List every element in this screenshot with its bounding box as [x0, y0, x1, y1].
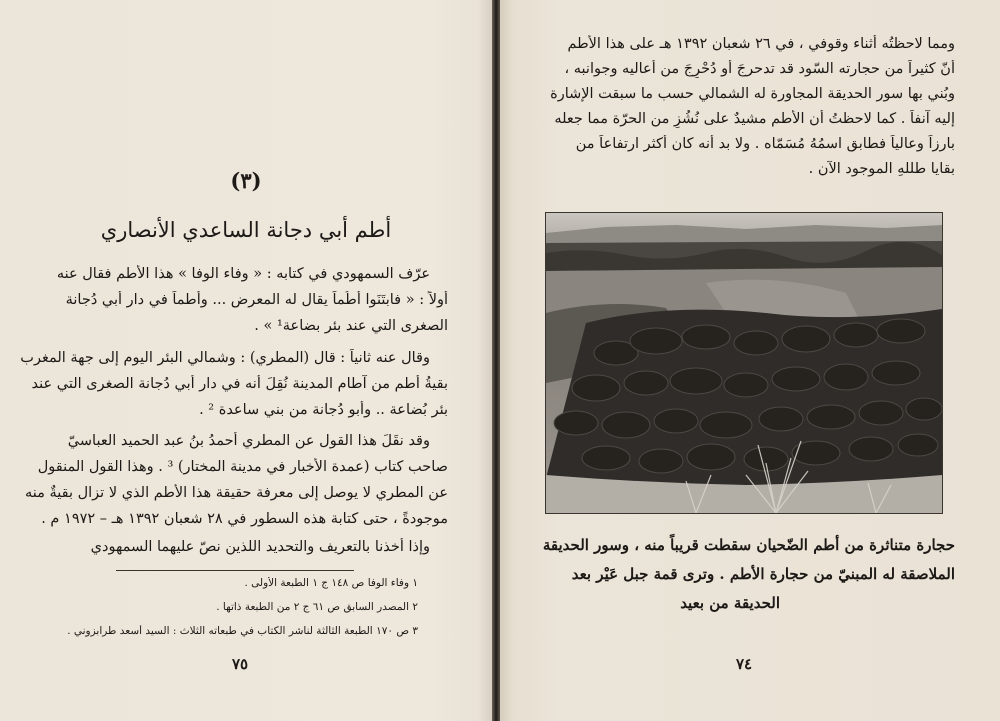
body-line: أولاً : « فابتَنَوا أُطُماً يقال له المعرض ... وأطماً في دار أبي دُجانة [65, 292, 448, 308]
body-line: بقيةُ أطم من آطام المدينة نُقِلَ أنه في دار أبي دُجانة الصغرى التي عند [31, 376, 448, 392]
body-line: صاحب كتاب (عمدة الأخبار في مدينة المختار) ³ . وهذا القول المنقول [37, 459, 448, 475]
photo-caption-line: الملاصقة له المبنيّ من حجارة الأطم . وترى قمة جبل عَيْر بعد [571, 565, 955, 583]
photo-caption-line: الحديقة من بعيد [680, 594, 780, 612]
body-line: ومما لاحظتُه أثناء وقوفي ، في ٢٦ شعبان ١٣٩٢ هـ على هذا الأطم [567, 36, 955, 52]
footnote: ٢ المصدر السابق ص ٦١ ج ٢ من الطبعة ذاتها . [216, 601, 418, 613]
body-line: الصغرى التي عند بئر بضاعة¹ » . [254, 318, 448, 334]
body-line: موجودةً ، حتى كتابة هذه السطور في ٢٨ شعبان ١٣٩٢ هـ – ١٩٧٢ م . [41, 511, 448, 527]
body-line: إليه آنفاً . كما لاحظتُ أن الأطم مشيدٌ على نُشُزٍ من الحرّة مما جعله [554, 111, 955, 127]
photo-caption-line: حجارة متناثرة من أطم الضّحيان سقطت قريباً منه ، وسور الحديقة [542, 536, 955, 554]
body-line: بقايا طللهِ الموجود الآن . [808, 161, 955, 177]
chapter-title: أطم أبي دجانة الساعدي الأنصاري [100, 218, 392, 242]
body-line: وقد نقَلَ هذا القول عن المطري أحمدُ بنُ عبد الحميد العباسيّ [67, 433, 430, 449]
page-number: ٧٥ [232, 655, 249, 673]
page-number: ٧٤ [736, 655, 753, 673]
body-line: وإذا أخذنا بالتعريف والتحديد اللذين نصّ عليهما السمهودي [90, 539, 430, 555]
body-line: عرّف السمهودي في كتابه : « وفاء الوفا » هذا الأطم فقال عنه [56, 266, 430, 282]
footnote-divider [116, 570, 354, 571]
footnote: ١ وفاء الوفا ص ١٤٨ ج ١ الطبعة الأولى . [244, 577, 418, 589]
right-page [500, 0, 1000, 721]
body-line: أنّ كثيراً من حجارته السّود قد تدحرجَ أو دُحْرِجَ من أعاليه وجوانبه ، [564, 61, 955, 77]
photo-stone-ruins [545, 212, 943, 514]
body-line: بارزاً وعالياً فطابق اسمُهُ مُسَمّاه . ولا بد أنه كان أكثر ارتفاعاً من [575, 136, 955, 152]
chapter-number: (٣) [230, 168, 262, 193]
body-line: بئر بُضاعة .. وأبو دُجانة من بني ساعدة ² . [199, 402, 448, 418]
body-line: وبُني بها سور الحديقة المجاورة له الشمالي حسب ما سبقت الإشارة [550, 86, 955, 102]
body-line: وقال عنه ثانياً : قال (المطري) : وشمالي البئر اليوم إلى جهة المغرب [20, 350, 430, 366]
footnote: ٣ ص ١٧٠ الطبعة الثالثة لناشر الكتاب في طبعاته الثلاث : السيد أسعد طرابزوني . [67, 625, 418, 637]
body-line: عن المطري لا يوصل إلى معرفة حقيقة هذا الأطم الذي لا تزال بقيةٌ منه [24, 485, 448, 501]
left-page [0, 0, 492, 721]
book-gutter [492, 0, 500, 721]
